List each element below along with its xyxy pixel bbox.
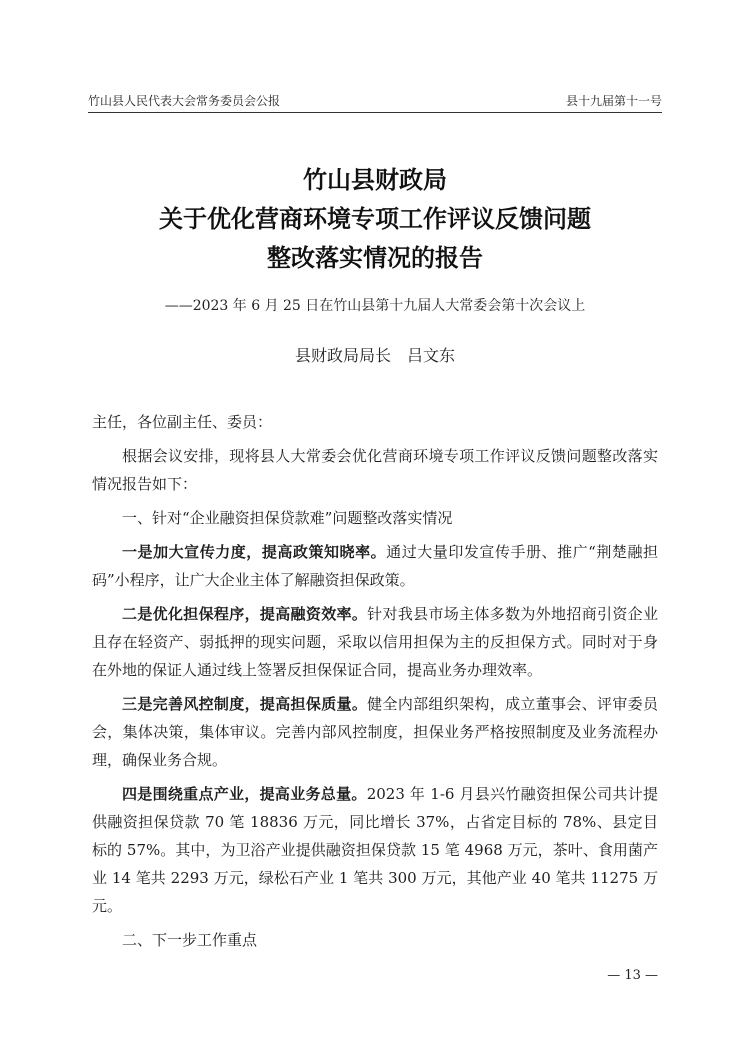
title-line-2: 关于优化营商环境专项工作评议反馈问题 bbox=[159, 204, 591, 233]
point-text: 健全内部组织架构，成立董事会、评审委员会，集体决策，集体审议。完善内部风控制度，担保业务严格按照制度及业务流程办理，确保业务合规。 bbox=[92, 695, 658, 769]
point-lead: 二是优化担保程序，提高融资效率。 bbox=[122, 605, 368, 623]
point-paragraph bbox=[92, 690, 658, 774]
page-number: — 13 — bbox=[607, 968, 658, 983]
speaker-line: 县财政局局长 吕文东 bbox=[294, 346, 455, 365]
point-text: 针对我县市场主体多数为外地招商引资企业且存在轻资产、弱抵押的现实问题，采取以信用担保为主的反担保方式。同时对于身在外地的保证人通过线上签署反担保保证合同，提高业务办理效率。 bbox=[92, 605, 658, 679]
header-publication-name: 竹山县人民代表大会常务委员会公报 bbox=[88, 94, 281, 108]
salutation: 主任，各位副主任、委员： bbox=[92, 413, 273, 431]
report-body bbox=[92, 408, 658, 954]
page-header bbox=[88, 90, 662, 113]
section-2-heading: 二、下一步工作重点 bbox=[122, 931, 258, 949]
report-title bbox=[0, 160, 750, 277]
point-lead: 四是围绕重点产业，提高业务总量。 bbox=[122, 785, 367, 803]
point-text: 2023 年 1-6 月县兴竹融资担保公司共计提供融资担保贷款 70 笔 18836 万元，同比增长 37%，占省定目标的 78%、县定目标的 57%。其中，为卫浴产业提供融资担保贷款 15 笔 4968 万元，茶叶、食用菌产业 14 笔共 2293 万元，绿松石产业 1 笔共 300 万元，其他产业 40 笔共 11275 万元。 bbox=[92, 785, 658, 915]
point-text: 通过大量印发宣传手册、推广“荆楚融担码”小程序，让广大企业主体了解融资担保政策。 bbox=[92, 543, 658, 589]
intro-paragraph: 根据会议安排，现将县人大常委会优化营商环境专项工作评议反馈问题整改落实情况报告如下： bbox=[92, 447, 658, 493]
point-paragraph bbox=[92, 780, 658, 920]
header-issue-number: 县十九届第十一号 bbox=[565, 94, 662, 108]
point-paragraph bbox=[92, 600, 658, 684]
report-subtitle: ——2023 年 6 月 25 日在竹山县第十九届人大常委会第十次会议上 bbox=[164, 298, 586, 314]
section-1-heading: 一、针对“企业融资担保贷款难”问题整改落实情况 bbox=[122, 509, 453, 527]
title-line-3: 整改落实情况的报告 bbox=[267, 243, 483, 272]
point-paragraph bbox=[92, 538, 658, 594]
point-lead: 一是加大宣传力度，提高政策知晓率。 bbox=[122, 543, 387, 561]
title-line-1: 竹山县财政局 bbox=[303, 165, 447, 194]
point-lead: 三是完善风控制度，提高担保质量。 bbox=[122, 695, 368, 713]
